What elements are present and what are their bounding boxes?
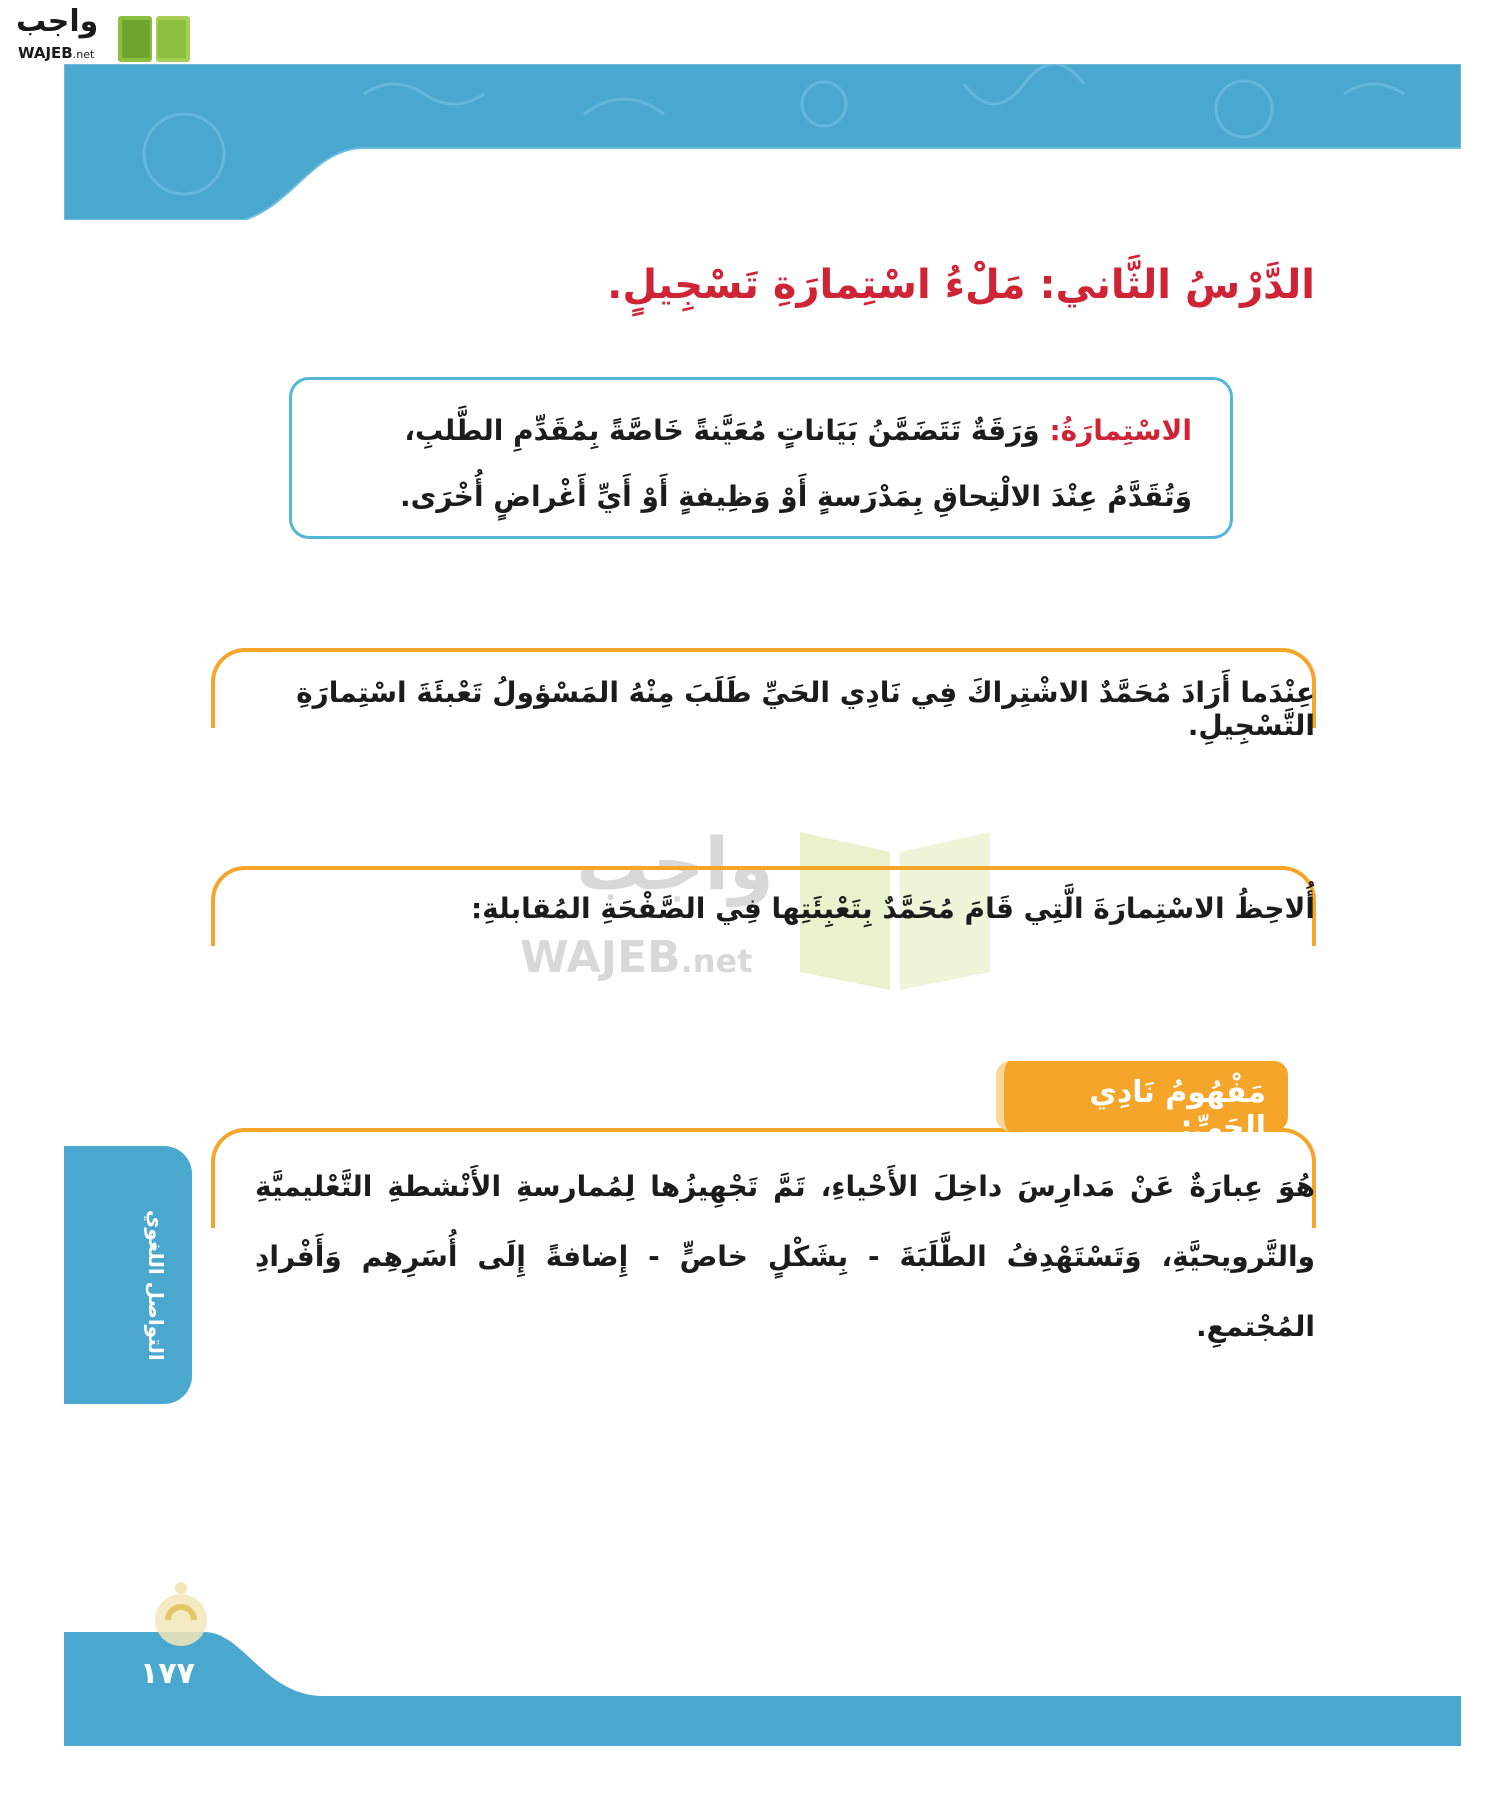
footer-band bbox=[64, 1612, 1461, 1746]
side-tab-label: التواصل اللغوي bbox=[144, 1209, 168, 1361]
watermark-suffix: .net bbox=[680, 942, 753, 980]
header-band bbox=[64, 64, 1461, 220]
definition-term: الاسْتِمارَةُ: bbox=[1049, 414, 1192, 447]
page-number: ١٧٧ bbox=[140, 1656, 195, 1691]
lesson-title: الدَّرْسُ الثَّاني: مَلْءُ اسْتِمارَةِ تَسْجِيلٍ. bbox=[607, 262, 1315, 308]
logo-text-english bbox=[18, 44, 94, 62]
watermark-text-arabic: واجب bbox=[576, 822, 774, 906]
emblem-icon bbox=[146, 1576, 216, 1656]
logo-text-arabic: واجب bbox=[16, 4, 99, 39]
concept-title-tab bbox=[996, 1061, 1288, 1145]
definition-box bbox=[289, 377, 1233, 539]
definition-text: وَرَقَةٌ تَتَضَمَّنُ بَيَاناتٍ مُعَيَّنةً خَاصَّةً بِمُقَدِّمِ الطَّلبِ، وَتُقَدَّمُ عِنْدَ الالْتِحاقِ بِمَدْرَسةٍ أَوْ وَظِيفةٍ أَوْ أَيِّ أَغْراضٍ أُخْرَى. bbox=[400, 414, 1192, 513]
concept-text: هُوَ عِبارَةٌ عَنْ مَدارِسَ داخِلَ الأَحْياءِ، تَمَّ تَجْهِيزُها لِمُمارسةِ الأَنْشطةِ التَّعْليميَّةِ والتَّرويحيَّةِ، وَتَسْتَهْدِفُ الطَّلَبَةَ - بِشَكْلٍ خاصٍّ - إِضافةً إِلَى أُسَرِهِم وَأَفْرادِ المُجْتمعِ. bbox=[255, 1170, 1315, 1343]
paragraph2-text: أُلاحِظُ الاسْتِمارَةَ الَّتِي قَامَ مُحَمَّدٌ بِتَعْبِئَتِها فِي الصَّفْحَةِ المُقابلةِ: bbox=[470, 892, 1315, 925]
logo-english-name: WAJEB bbox=[18, 44, 73, 62]
logo-suffix: .net bbox=[72, 48, 95, 61]
paragraph1-text: عِنْدَما أَرَادَ مُحَمَّدٌ الاشْتِراكَ فِي نَادِي الحَيِّ طَلَبَ مِنْهُ المَسْؤولُ تَعْبئَةَ اسْتِمارَةِ التَّسْجِيلِ. bbox=[296, 676, 1315, 742]
watermark-english-name: WAJEB bbox=[520, 932, 681, 983]
concept-title: مَفْهُومُ نَادِي الحَيِّ: bbox=[1089, 1075, 1266, 1145]
site-logo[interactable] bbox=[6, 4, 190, 68]
book-icon bbox=[114, 8, 194, 68]
